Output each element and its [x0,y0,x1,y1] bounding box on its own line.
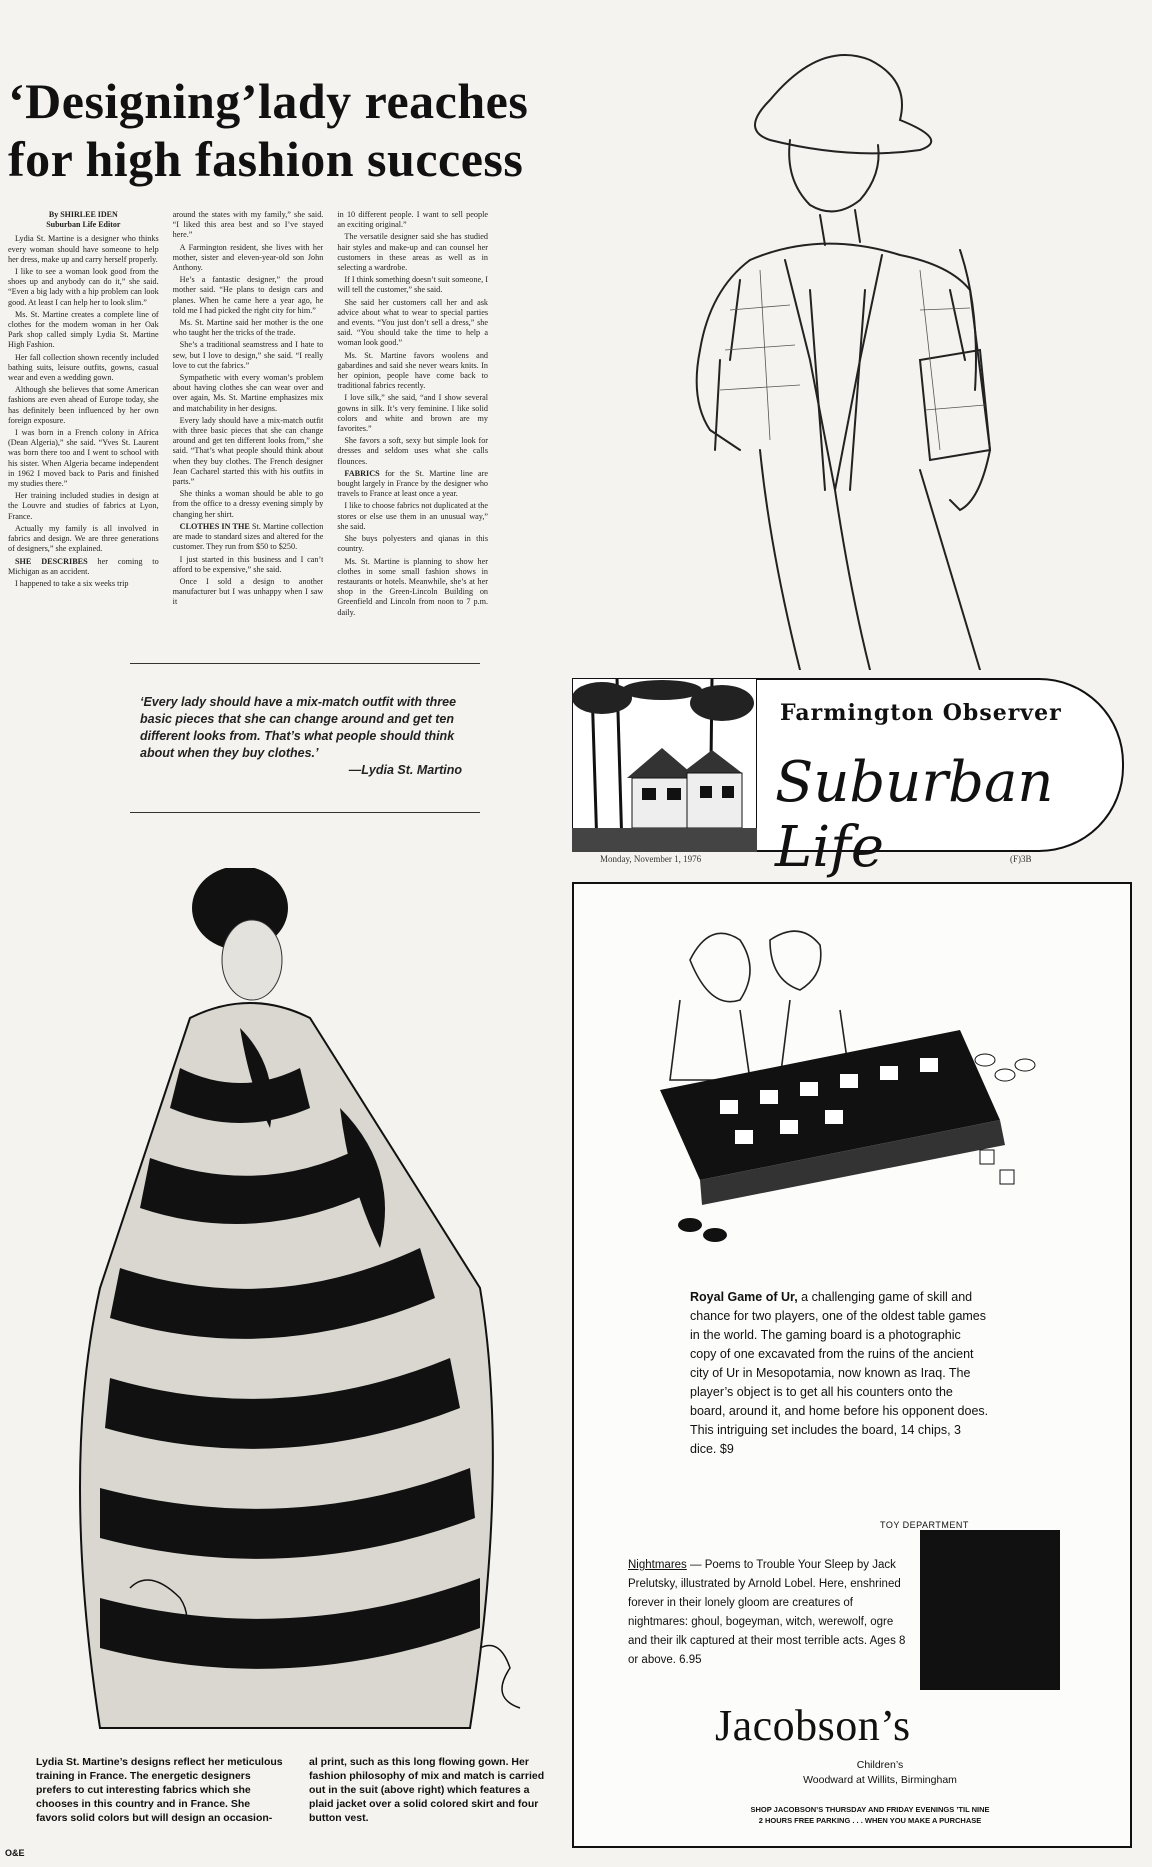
paragraph: Ms. St. Martine said her mother is the one who taught her the tricks of the trade. [172,318,324,338]
subhead-paragraph [337,469,488,500]
paragraph: She favors a soft, sexy but simple look for dresses and seldom uses what she calls flounces. [337,436,489,466]
paragraph-text: her coming to Michigan as an accident. [8,556,159,576]
subhead-paragraph [8,557,159,577]
book-cover-image [920,1530,1060,1690]
masthead-date: Monday, November 1, 1976 [600,854,702,864]
paragraph: She’s a traditional seamstress and I hate to sew, but I love to design,” she said. “I really love to cut the fabrics.” [172,340,324,370]
store-info [790,1758,970,1788]
paragraph: in 10 different people. I want to sell people an exciting original.” [337,210,489,230]
caption-column-2: al print, such as this long flowing gown. Her fashion philosophy of mix and match is carried out in the suit (above right) which features a plaid jacket over a solid colored skirt and four button vest. [309,1756,545,1824]
store-hours [700,1804,1040,1826]
paragraph: She buys polyesters and qianas in this country. [337,534,489,554]
store-hours-line-2: 2 HOURS FREE PARKING . . . WHEN YOU MAKE A PURCHASE [758,1816,982,1825]
paragraph: I just started in this business and I can’t afford to be expensive,” she said. [172,554,324,574]
paragraph: A Farmington resident, she lives with her mother, sister and eleven-year-old son John Anthony. [172,242,324,273]
paragraph: Sympathetic with every woman’s problem about having clothes she can wear over and over again, Ms. St. Martine emphasizes mix and matchability in her designs. [172,373,324,413]
paragraph: Actually my family is all involved in fabrics and design. We are three generations of designers,” she explained. [8,523,159,554]
store-address: Woodward at Willits, Birmingham [803,1774,957,1786]
paragraph: Lydia St. Martine is a designer who thinks every woman should have someone to help her dress, make up and carry herself properly. [8,234,159,264]
game-details: a challenging game of skill and chance for two players, one of the oldest table games in the world. The gaming board is a photographic copy of one excavated from the ruins of the ancient city of Ur in Mesopotamia, now known as Iraq. The player’s object is to get all his counters onto the board, around it, and home before his opponent does. This intriguing set includes the board, 14 chips, 3 dice. $9 [690,1290,989,1456]
paragraph: Ms. St. Martine is planning to show her clothes in some small fashion shows in restaurants or hotels. Meanwhile, she’s at her shop in the Green-Lincoln Building on Greenfield and Lincoln from noon to 7 p.m. daily. [337,556,489,617]
photo-caption [36,1755,556,1825]
game-name: Royal Game of Ur, [690,1290,798,1304]
quote-bottom-rule [130,812,480,813]
paragraph: Although she believes that some American fashions are even ahead of Europe today, she has definitely been influenced by her own foreign exposure. [8,385,159,425]
headline-line-2: for high fashion success [8,131,524,187]
paragraph: Her fall collection shown recently included bathing suits, leisure outfits, gowns, casual wear and even a wedding gown. [8,352,159,383]
game-description [690,1288,990,1459]
article-column-1 [8,210,159,630]
gown-photo [40,868,560,1748]
paragraph: Her training included studies in design at the Louvre and studies of fabrics at Lyon, France. [8,491,159,521]
byline-title: Suburban Life Editor [46,220,121,230]
pull-quote-text: ‘Every lady should have a mix-match outfit with three basic pieces that she can change around and get ten different looks from. That’s what people should think about when they buy clothes.’ [140,695,457,760]
article-column-3 [337,210,488,630]
article-body [8,210,488,630]
quote-top-rule [130,663,480,664]
paragraph: She thinks a woman should be able to go from the office to a dressy evening simply by changing her shirt. [172,489,324,519]
caption-column-1: Lydia St. Martine’s designs reflect her meticulous training in France. The energetic designers prefers to cut interesting fabrics which she chooses in this country and in France. She favors solid colors but will design an occasion- [36,1756,283,1824]
subhead-paragraph [173,522,324,553]
byline-author: By SHIRLEE IDEN [48,210,118,219]
game-board-illustration [640,920,1040,1260]
book-description [628,1556,908,1670]
suit-fashion-sketch [620,30,1090,670]
paragraph: Once I sold a design to another manufacturer but I was unhappy when I saw it [172,576,324,607]
paragraph: I love silk,” she said, “and I show several gowns in silk. It’s very feminine. I like solid colors and white and brown are my favorites.” [337,393,489,434]
masthead-paper-name: Farmington Observer [780,700,1062,726]
paragraph: I like to choose fabrics not duplicated at the stores or else use them in an unusual way,” she said. [337,501,489,531]
paragraph: He’s a fantastic designer,” the proud mother said. “He plans to design cars and planes. When he came here a year ago, he told me I had picked the right city for him.” [172,275,324,315]
page-code: O&E [5,1848,25,1858]
department-label: TOY DEPARTMENT [880,1520,969,1530]
pull-quote [140,694,470,779]
paragraph: Every lady should have a mix-match outfit with three basic pieces that she can change around and get ten different looks from,” she said. “That’s what people should think about when they buy clothes. The French designer Jean Cacharel started this with his outfits in parts.” [172,415,324,487]
masthead-page-number: (F)3B [1010,854,1032,864]
paragraph: Ms. St. Martine favors woolens and gabardines and said she never wears knits. In her opinion, people have come back to traditional fabrics recently. [337,350,489,391]
paragraph: I was born in a French colony in Africa (Dean Algeria),” she said. “Yves St. Laurent was born there too and I went to school with his sister. When Algeria became independent in 1962 I moved back to Paris and finished my studies there.” [8,428,159,489]
subhead: CLOTHES IN THE [179,521,250,531]
headline-line-1: ‘Designing’lady reaches [8,73,529,129]
paragraph: Ms. St. Martine creates a complete line of clothes for the modern woman in her Oak Park shop called simply Lydia St. Martine High Fashion. [8,309,159,350]
headline [8,72,608,188]
store-logo: Jacobson’s [715,1701,911,1750]
article-column-2 [173,210,324,630]
paragraph: She said her customers call her and ask advice about what to wear to special parties and events. “You just don’t sell a dress,” she said. “You should take the time to help a woman look good.” [337,297,489,348]
paragraph-text: for the St. Martine line are bought largely in France by the designer who travels to France at least once a year. [337,468,489,499]
paragraph: around the states with my family,” she said. “I liked this area best and so I’ve stayed here.” [172,210,324,240]
store-hours-line-1: SHOP JACOBSON’S THURSDAY AND FRIDAY EVENINGS ’TIL NINE [750,1805,990,1814]
byline [8,210,159,230]
subhead: FABRICS [344,468,380,478]
paragraph: If I think something doesn’t suit someone, I will tell the customer,” she said. [337,275,489,295]
paragraph: I happened to take a six weeks trip [15,578,129,588]
book-title: Nightmares [628,1559,687,1571]
masthead-section-name: Suburban Life [775,750,1054,880]
book-details: — Poems to Trouble Your Sleep by Jack Prelutsky, illustrated by Arnold Lobel. Here, enshrined forever in their lonely gloom are creatures of nightmares: ghoul, bogeyman, witch, werewolf, ogre and their ilk captured at their most terrible acts. Ages 8 or above. 6.95 [628,1559,906,1666]
pull-quote-attribution: —Lydia St. Martino [348,763,462,777]
masthead-house-photo [572,678,757,852]
store-department: Children’s [856,1759,904,1771]
subhead: SHE DESCRIBES [15,556,88,566]
paragraph: I like to see a woman look good from the shoes up and anybody can do it,” she said. “Even a big lady with a hip problem can look good. At least I can help her to look slim.” [8,267,159,307]
paragraph: The versatile designer said she has studied hair styles and make-up and can counsel her customers in these areas as well as in selecting a wardrobe. [337,232,489,273]
paragraph-text: St. Martine collection are made to standard sizes and altered for the customer. They run from $50 to $250. [172,521,324,552]
